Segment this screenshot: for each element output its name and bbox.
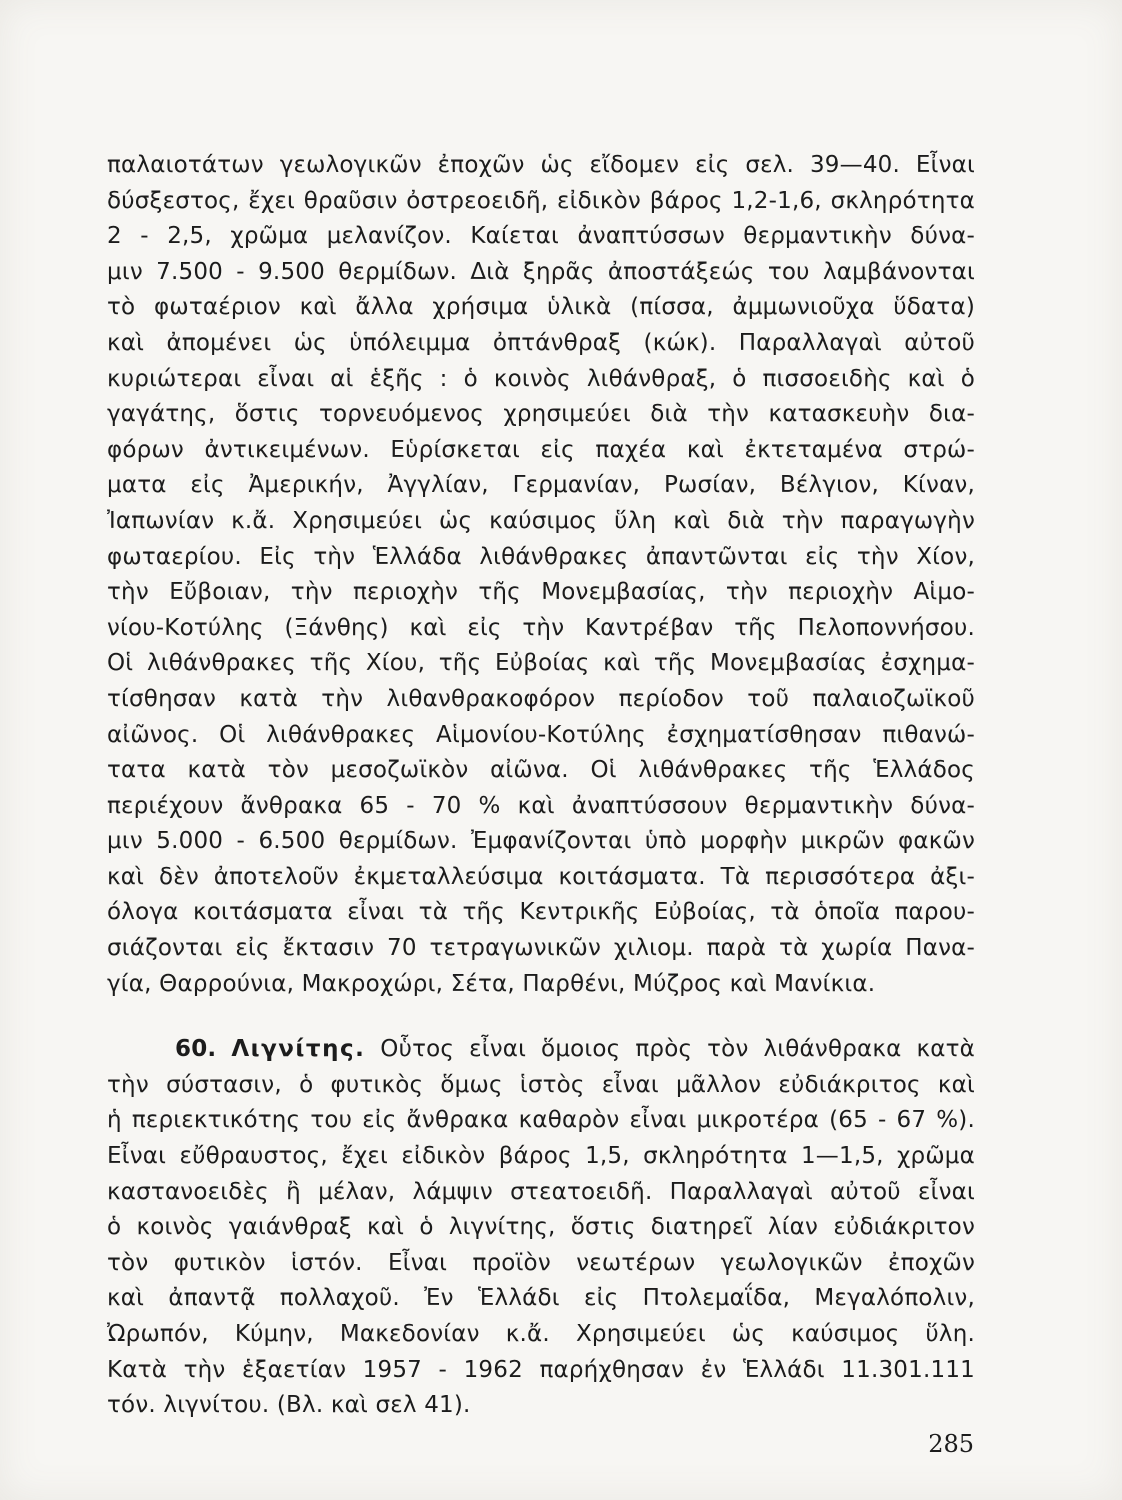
text-line: τατα κατὰ τὸν μεσοζωϊκὸν αἰῶνα. Οἱ λιθάνθρακες τῆς Ἑλλάδος bbox=[107, 757, 975, 784]
text-line: φωταερίου. Εἰς τὴν Ἑλλάδα λιθάνθρακες ἀπαντῶνται εἰς τὴν Χίον, bbox=[107, 543, 975, 570]
text-line: Κατὰ τὴν ἑξαετίαν 1957 - 1962 παρήχθησαν ἐν Ἑλλάδι 11.301.111 bbox=[107, 1356, 975, 1383]
text-line: τίσθησαν κατὰ τὴν λιθανθρακοφόρον περίοδον τοῦ παλαιοζωϊκοῦ bbox=[107, 685, 975, 712]
text-line: τὸ φωταέριον καὶ ἄλλα χρήσιμα ὑλικὰ (πίσσα, ἀμμωνιοῦχα ὕδατα) bbox=[107, 294, 975, 321]
text-line: φόρων ἀντικειμένων. Εὑρίσκεται εἰς παχέα καὶ ἐκτεταμένα στρώ- bbox=[107, 436, 975, 463]
text-line: καὶ ἀπομένει ὡς ὑπόλειμμα ὀπτάνθραξ (κώκ). Παραλλαγαὶ αὐτοῦ bbox=[107, 329, 975, 356]
text-line: Ἰαπωνίαν κ.ἄ. Χρησιμεύει ὡς καύσιμος ὕλη καὶ διὰ τὴν παραγωγὴν bbox=[107, 507, 975, 534]
text-line: περιέχουν ἄνθρακα 65 - 70 % καὶ ἀναπτύσσουν θερμαντικὴν δύνα- bbox=[107, 792, 975, 819]
section-60-lignite bbox=[107, 1032, 975, 1424]
text-line: τὴν σύστασιν, ὁ φυτικὸς ὅμως ἱστὸς εἶναι μᾶλλον εὐδιάκριτος καὶ bbox=[107, 1071, 975, 1098]
text-line: Εἶναι εὔθραυστος, ἔχει εἰδικὸν βάρος 1,5, σκληρότητα 1—1,5, χρῶμα bbox=[107, 1143, 975, 1170]
text-line: όλογα κοιτάσματα εἶναι τὰ τῆς Κεντρικῆς Εὐβοίας, τὰ ὁποῖα παρου- bbox=[107, 899, 975, 926]
text-line: γαγάτης, ὅστις τορνευόμενος χρησιμεύει διὰ τὴν κατασκευὴν δια- bbox=[107, 401, 975, 428]
text-line: τὴν Εὔβοιαν, τὴν περιοχὴν τῆς Μονεμβασίας, τὴν περιοχὴν Αἱμο- bbox=[107, 579, 975, 606]
text-line: 2 - 2,5, χρῶμα μελανίζον. Καίεται ἀναπτύσσων θερμαντικὴν δύνα- bbox=[107, 223, 975, 250]
text-line: Ὠρωπόν, Κύμην, Μακεδονίαν κ.ἄ. Χρησιμεύει ὡς καύσιμος ὕλη. bbox=[107, 1321, 975, 1347]
text-line: καὶ ἀπαντᾷ πολλαχοῦ. Ἐν Ἑλλάδι εἰς Πτολεμαΐδα, Μεγαλόπολιν, bbox=[107, 1285, 975, 1312]
section-60-lines bbox=[107, 1068, 975, 1424]
text-line: μιν 5.000 - 6.500 θερμίδων. Ἐμφανίζονται ὑπὸ μορφὴν μικρῶν φακῶν bbox=[107, 828, 975, 855]
text-line: Οἱ λιθάνθρακες τῆς Χίου, τῆς Εὐβοίας καὶ τῆς Μονεμβασίας ἐσχημα- bbox=[107, 650, 975, 677]
text-line: καστανοειδὲς ἢ μέλαν, λάμψιν στεατοειδῆ. Παραλλαγαὶ αὐτοῦ εἶναι bbox=[107, 1178, 975, 1205]
text-line: μιν 7.500 - 9.500 θερμίδων. Διὰ ξηρᾶς ἀποστάξεώς του λαμβάνονται bbox=[107, 258, 975, 285]
text-line: ἡ περιεκτικότης του εἰς ἄνθρακα καθαρὸν εἶναι μικροτέρα (65 - 67 %). bbox=[107, 1107, 975, 1134]
text-line: καὶ δὲν ἀποτελοῦν ἐκμεταλλεύσιμα κοιτάσματα. Τὰ περισσότερα ἀξι- bbox=[107, 863, 975, 890]
paragraph-coal-continued bbox=[107, 148, 975, 1002]
section-60-first-line bbox=[107, 1032, 975, 1068]
text-line: νίου-Κοτύλης (Ξάνθης) καὶ εἰς τὴν Καντρέβαν τῆς Πελοποννήσου. bbox=[107, 614, 975, 641]
text-line: δύσξεστος, ἔχει θραῦσιν ὀστρεοειδῆ, εἰδικὸν βάρος 1,2-1,6, σκληρότητα bbox=[107, 187, 975, 214]
paragraph-gap bbox=[107, 1002, 975, 1032]
body-text bbox=[107, 148, 975, 1424]
section-number: 60. bbox=[175, 1036, 217, 1063]
section-first-line-text: Οὗτος εἶναι ὅμοιος πρὸς τὸν λιθάνθρακα κατὰ bbox=[380, 1036, 975, 1063]
text-line: τόν. λιγνίτου. (Βλ. καὶ σελ 41). bbox=[107, 1392, 471, 1419]
section-heading: Λιγνίτης. bbox=[231, 1036, 366, 1063]
text-line: αἰῶνος. Οἱ λιθάνθρακες Αἱμονίου-Κοτύλης ἐσχηματίσθησαν πιθανώ- bbox=[107, 721, 975, 748]
text-line: ὁ κοινὸς γαιάνθραξ καὶ ὁ λιγνίτης, ὅστις διατηρεῖ λίαν εὐδιάκριτον bbox=[107, 1214, 975, 1241]
text-line: ματα εἰς Ἀμερικήν, Ἀγγλίαν, Γερμανίαν, Ρωσίαν, Βέλγιον, Κίναν, bbox=[107, 472, 975, 499]
page-number: 285 bbox=[928, 1430, 974, 1458]
text-line: παλαιοτάτων γεωλογικῶν ἐποχῶν ὡς εἴδομεν εἰς σελ. 39—40. Εἶναι bbox=[107, 152, 975, 178]
text-line: κυριώτεραι εἶναι αἱ ἑξῆς : ὁ κοινὸς λιθάνθραξ, ὁ πισσοειδὴς καὶ ὁ bbox=[107, 365, 975, 392]
text-line: τὸν φυτικὸν ἱστόν. Εἶναι προϊὸν νεωτέρων γεωλογικῶν ἐποχῶν bbox=[107, 1249, 975, 1276]
text-line: γία, Θαρρούνια, Μακροχώρι, Σέτα, Παρθένι, Μύζρος καὶ Μανίκια. bbox=[107, 970, 876, 997]
text-line: σιάζονται εἰς ἔκτασιν 70 τετραγωνικῶν χιλιομ. παρὰ τὰ χωρία Πανα- bbox=[107, 935, 975, 962]
